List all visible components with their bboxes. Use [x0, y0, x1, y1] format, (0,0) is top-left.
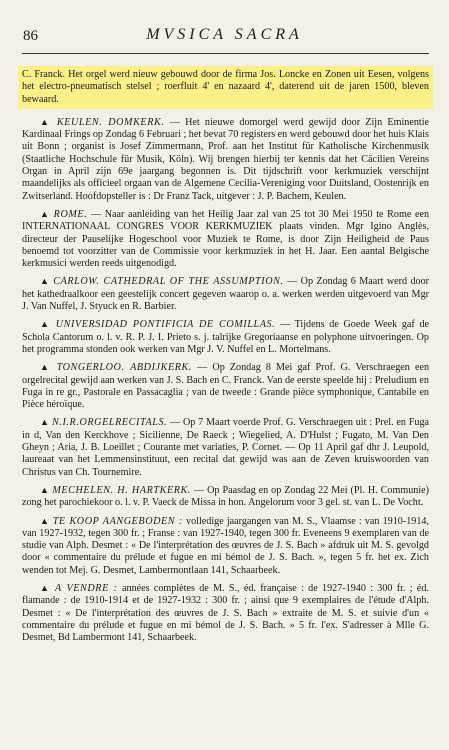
- entry-text: — Op 7 Maart voerde Prof. G. Verschraegen uit : Prel. en Fuga in d, Van den Kerckhove ; Sicilienne, De Raeck ; Wiegelied, A. D'Hulst ; Fugato, M. Van Den Gheyn ; Aria, J. B. Loeillet ; Courante met variaties, P. Cornet. — Op 11 April gaf dhr J. Leupold, laureaat van het Lemmensinstituut, een recital dat gewijd was aan de Zeven kruiswoorden van Christus van Ch. Tournemire.: [22, 417, 430, 478]
- entry-heading: CARLOW. CATHEDRAL OF THE ASSUMPTION.: [53, 276, 284, 288]
- page-number: 86: [23, 28, 38, 44]
- bullet-mark-icon: ▲: [40, 208, 51, 219]
- bullet-mark-icon: ▲: [40, 116, 52, 127]
- entry-text: — Op Paasdag en op Zondag 22 Mei (Pl. H. Communie) zong het parochiekoor o. l. v. P. Vaeck de Missa in hon. Angelorum voor 3 gel. st. van L. De Vocht.: [22, 484, 430, 509]
- news-entry-nir: [22, 416, 429, 478]
- entry-text: — Het nieuwe domorgel werd gewijd door Zijn Eminentie Kardinaal Frings op Zondag 6 Februari ; het bevat 70 registers en werd gebouwd door het huis Klais uit Bonn ; organist is Josef Zimmermann, Prof. aan het Institut für Katholische Kirchenmusik (Staatliche Hochschule für Musik, Köln). Wij brengen hierbij ter kennis dat het Cäcilien Vereins Organ in April zijn 69e jaargang begonnen is. Dit tijdschrift voor kerkmuziek verschijnt maandelijks als officieel orgaan van de Algemene Cecilia-Vereniging voor Duitsland, Oostenrijk en Zwitserland. Hoofdopsteller is : Dr Franz Tack, uitgever : J. P. Bachem, Keulen.: [22, 116, 430, 202]
- news-entry-comillas: [22, 318, 429, 356]
- news-entry-rome: [22, 208, 429, 270]
- news-entry-carlow: [22, 275, 429, 313]
- entry-heading: ROME.: [53, 208, 88, 220]
- entry-heading: A VENDRE :: [54, 582, 118, 594]
- bullet-mark-icon: ▲: [40, 319, 52, 330]
- entry-heading: UNIVERSIDAD PONTIFICIA DE COMILLAS.: [55, 319, 276, 331]
- article-body: [22, 66, 429, 649]
- bullet-mark-icon: ▲: [40, 582, 51, 593]
- bullet-mark-icon: ▲: [40, 362, 52, 373]
- entry-heading: KEULEN. DOMKERK.: [56, 116, 165, 128]
- entry-heading: TONGERLOO. ABDIJKERK.: [56, 362, 193, 374]
- entry-text: — Op Zondag 6 Maart werd door het kathedraalkoor een geestelijk concert gegeven waarop o. a. werken werden uitgevoerd van Mgr J. Van Nuffel, J. Styuck en R. Barbier.: [22, 276, 430, 313]
- header-rule: [22, 53, 429, 54]
- paragraph-text: C. Franck. Het orgel werd nieuw gebouwd door de firma Jos. Loncke en Zonen uit Eesen, volgens het electro-pneumatisch stelsel ; roerfluit 4' en nazaard 4', daterend uit de jaren 1500, bleven bewaard.: [22, 69, 429, 105]
- entry-text: — Op Zondag 8 Mei gaf Prof. G. Verschraegen een orgelrecital gewijd aan werken van J. S. Bach en C. Franck. Van de eerste speelde hij : Preludium en Fuga in re gr., Pastorale en Passacaglia ; van de tweede : Grande pièce symphonique, Cantabile en Pièce héroïque.: [22, 362, 430, 411]
- entry-heading: TE KOOP AANGEBODEN :: [52, 515, 183, 527]
- news-entry-keulen: [22, 116, 429, 203]
- running-head: MVSICA SACRA: [146, 26, 303, 43]
- news-entry-te-koop: [22, 515, 429, 577]
- highlighted-paragraph: [18, 66, 433, 109]
- news-entry-mechelen: [22, 484, 429, 510]
- entry-heading: N.I.R.ORGELRECITALS.: [51, 417, 168, 429]
- entry-text: — Tijdens de Goede Week gaf de Schola Cantorum o. l. v. R. P. J. I. Prieto s. j. talrijke Gregoriaanse en polyphone uitvoeringen. Op het programma stonden ook werken van Mgr J. V. Nuffel en L. Mortelmans.: [22, 319, 429, 355]
- entry-heading: MECHELEN. H. HARTKERK.: [52, 484, 192, 496]
- bullet-mark-icon: ▲: [40, 417, 50, 428]
- page-header: [0, 0, 449, 52]
- bullet-mark-icon: ▲: [40, 484, 50, 495]
- entry-text: années complètes de M. S., éd. française : de 1927-1940 : 300 fr. ; éd. flamande : de 1910-1914 et de 1927-1932 : 300 fr. ; ainsi que 9 exemplaires de l'étude d'Alph. Desmet : « De l'interprétation des œuvres de J. S. Bach » extraite de M. S. et suivie d'un « commentaire du prélude et fugue en mi bémol de J. S. Bach. » 5 fr. l'ex. S'adresser à Mlle G. Desmet, Bd Lambermont 141, Schaarbeek.: [22, 582, 429, 644]
- bullet-mark-icon: ▲: [40, 515, 50, 526]
- bullet-mark-icon: ▲: [40, 276, 50, 287]
- news-entry-a-vendre: [22, 582, 429, 644]
- entry-text: volledige jaargangen van M. S., Vlaamse : van 1910-1914, van 1927-1932, tegen 300 fr. ; Franse : van 1927-1940, tegen 300 fr. Eveneens 9 exemplaren van de studie van Alph. Desmet : « De l'interprétation des œuvres de J. S. Bach » afdruk uit M. S. gevolgd door « commentaire du prélude et fugue en mi bémol de J. S. Bach. », tegen 5 fr. het ex. Zich wenden tot Mej. G. Desmet, Lambermontlaan 141, Schaarbeek.: [22, 515, 430, 576]
- news-entry-tongerloo: [22, 361, 429, 411]
- entry-text: — Naar aanleiding van het Heilig Jaar zal van 25 tot 30 Mei 1950 te Rome een INTERNATIONAAL CONGRES VOOR KERKMUZIEK plaats vinden. Mgr Igino Anglès, directeur der Pauselijke Hogeschool voor Muziek te Rome, is door Zijn Heiligheid de Paus benoemd tot voorzitter van de Commissie voor kerkmuziek in het H. Jaar. Een aantal Belgische kerkmusici werden reeds uitgenodigd.: [22, 208, 430, 270]
